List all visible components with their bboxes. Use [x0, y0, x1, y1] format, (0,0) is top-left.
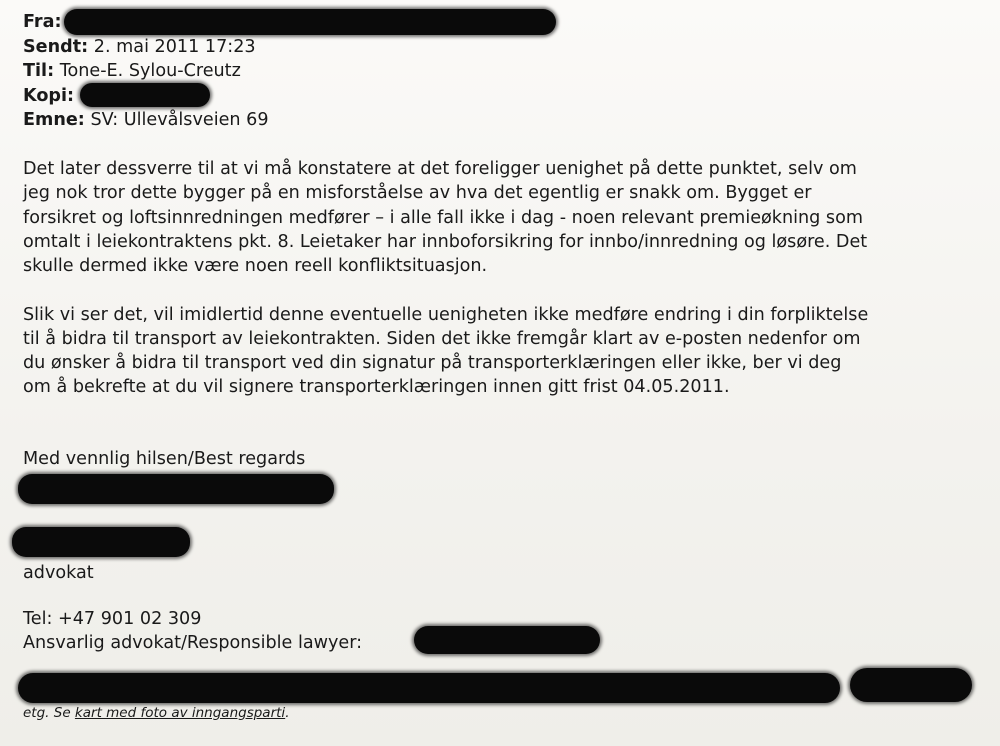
p1-line-4: omtalt i leiekontraktens pkt. 8. Leietaker har innboforsikring for innbo/innredning og løsøre. Det — [23, 232, 868, 252]
sent-value: 2. mai 2011 17:23 — [93, 37, 256, 57]
to-row — [23, 59, 241, 83]
subject-row — [23, 108, 269, 132]
signer-title: advokat — [23, 563, 94, 583]
to-label: Til: — [23, 61, 55, 81]
footer-redaction-2 — [850, 668, 972, 702]
p1-line-1: Det later dessverre til at vi må konstatere at det foreligger uenighet på dette punktet, selv om — [23, 159, 857, 179]
greeting: Med vennlig hilsen/Best regards — [23, 449, 306, 469]
subject-value: SV: Ullevålsveien 69 — [90, 110, 269, 130]
p1-line-2: jeg nok tror dette bygger på en misforståelse av hva det egentlig er snakk om. Bygget er — [23, 183, 812, 203]
p2-line-2: til å bidra til transport av leiekontrakten. Siden det ikke fremgår klart av e-posten nedenfor om — [23, 329, 861, 349]
from-row — [23, 10, 61, 34]
sent-label: Sendt: — [23, 37, 89, 57]
from-redaction — [64, 9, 556, 35]
responsible-lawyer-label: Ansvarlig advokat/Responsible lawyer: — [23, 633, 363, 653]
map-link[interactable]: kart med foto av inngangsparti — [74, 705, 286, 721]
responsible-lawyer-redaction — [414, 626, 600, 654]
telephone: Tel: +47 901 02 309 — [23, 609, 202, 629]
name-redaction — [18, 474, 334, 504]
cc-label: Kopi: — [23, 86, 75, 106]
cc-row — [23, 84, 74, 108]
subject-label: Emne: — [23, 110, 85, 130]
cc-redaction — [80, 83, 210, 107]
p2-line-4: om å bekrefte at du vil signere transporterklæringen innen gitt frist 04.05.2011. — [23, 377, 730, 397]
footer-prefix: etg. Se — [23, 705, 75, 721]
signer-redaction — [12, 527, 190, 557]
p2-line-1: Slik vi ser det, vil imidlertid denne eventuelle uenigheten ikke medføre endring i din forpliktelse — [23, 305, 869, 325]
sent-row — [23, 35, 256, 59]
p1-line-3: forsikret og loftsinnredningen medfører – i alle fall ikke i dag - noen relevant premieøkning som — [23, 208, 863, 228]
footer-line-2 — [23, 701, 289, 725]
to-value: Tone-E. Sylou-Creutz — [59, 61, 241, 81]
footer-redaction-1 — [18, 673, 840, 703]
footer-suffix: . — [285, 705, 290, 721]
p2-line-3: du ønsker å bidra til transport ved din signatur på transporterklæringen eller ikke, ber vi deg — [23, 353, 842, 373]
p1-line-5: skulle dermed ikke være noen reell konfliktsituasjon. — [23, 256, 488, 276]
from-label: Fra: — [23, 12, 62, 32]
